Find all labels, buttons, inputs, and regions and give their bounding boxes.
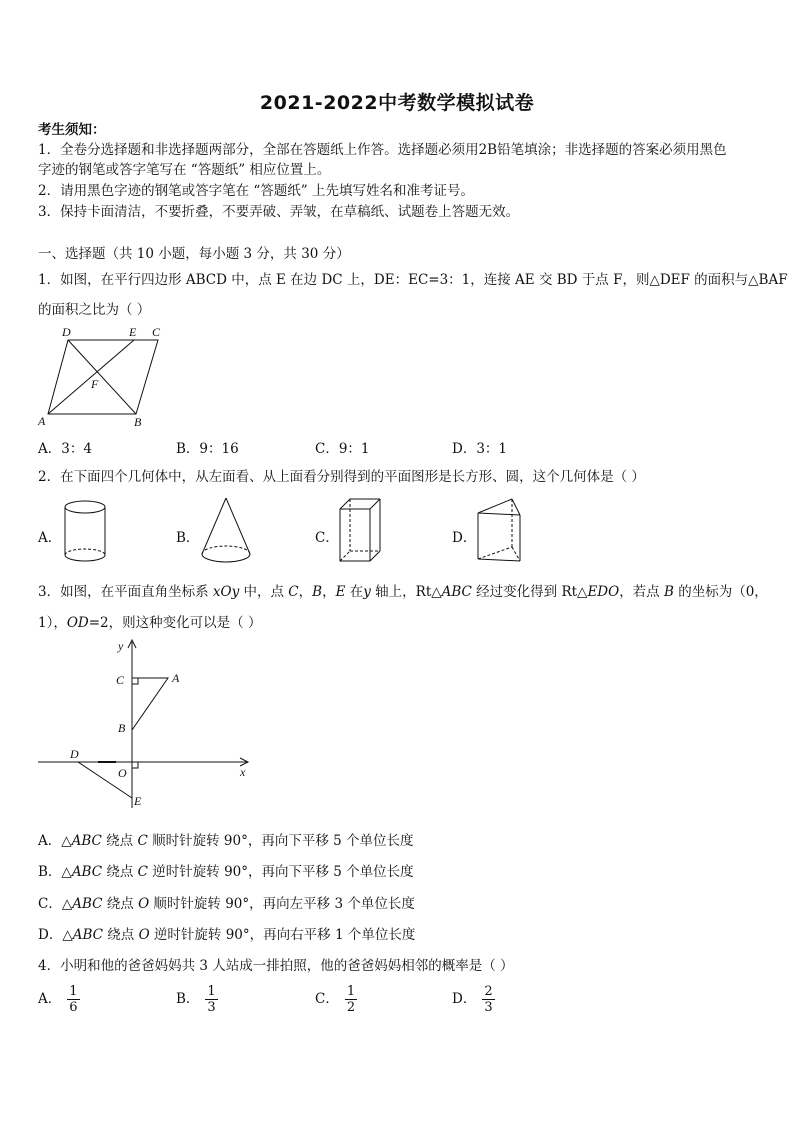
fraction: $\frac{1}{3}$ <box>207 984 216 1015</box>
q1-parallelogram-figure <box>36 322 166 432</box>
label-a: A <box>38 414 46 428</box>
page-title: 2021-2022中考数学模拟试卷 <box>259 92 535 114</box>
triangle-abc <box>132 678 168 730</box>
axis-label-y: y <box>118 639 124 653</box>
cone-icon[interactable] <box>196 494 256 570</box>
label-c: C <box>116 673 125 687</box>
question-2-line-1: 2．在下面四个几何体中，从左面看、从上面看分别得到的平面图形是长方形、圆，这个几何体是（ ） <box>38 469 645 485</box>
axis-label-x: x <box>240 765 246 779</box>
right-angle-o <box>132 762 138 768</box>
q3-coordinate-figure <box>36 632 256 812</box>
label-a: A <box>172 671 180 685</box>
cylinder-icon[interactable] <box>60 497 110 569</box>
q2-option-b-label[interactable]: B． <box>176 530 200 546</box>
q4-option-d[interactable]: D． $\frac{2}{3}$ <box>452 984 493 1015</box>
fraction: $\frac{1}{6}$ <box>69 984 78 1015</box>
section-heading: 一、选择题（共 10 小题，每小题 3 分，共 30 分） <box>38 246 350 262</box>
q4-option-b[interactable]: B． $\frac{1}{3}$ <box>176 984 216 1015</box>
q1-option-b[interactable]: B．9：16 <box>176 441 239 457</box>
notice-item-2: 2．请用黑色字迹的钢笔或答字笔在 “答题纸” 上先填写姓名和准考证号。 <box>38 183 474 199</box>
label-e: E <box>134 794 142 808</box>
question-1-line-1: 1．如图，在平行四边形 ABCD 中，点 E 在边 DC 上，DE：EC=3：1，连接 AE 交 BD 于点 F，则△DEF 的面积与△BAF <box>38 272 788 288</box>
label-e: E <box>129 325 137 339</box>
q4-option-c[interactable]: C． $\frac{1}{2}$ <box>315 984 356 1015</box>
label-f: F <box>91 377 99 391</box>
notice-item-1-line-2: 字迹的钢笔或答字笔写在 “答题纸” 相应位置上。 <box>38 162 331 178</box>
triangular-prism-icon[interactable] <box>474 495 526 567</box>
rectangular-prism-icon[interactable] <box>336 495 386 567</box>
q1-option-d[interactable]: D．3：1 <box>452 441 508 457</box>
question-3-line-1: 3．如图，在平面直角坐标系 xOy 中，点 C，B，E 在y 轴上，Rt△ABC 经过变化得到 Rt△EDO，若点 B 的坐标为（0， <box>38 584 768 600</box>
q2-option-d-label[interactable]: D． <box>452 530 477 546</box>
label-o: O <box>118 766 127 780</box>
label-b: B <box>134 415 142 429</box>
q1-option-a[interactable]: A．3：4 <box>38 441 92 457</box>
q2-option-a-label[interactable]: A． <box>38 530 62 546</box>
right-angle-c <box>132 678 138 684</box>
question-4-line-1: 4．小明和他的爸爸妈妈共 3 人站成一排拍照，他的爸爸妈妈相邻的概率是（ ） <box>38 958 514 974</box>
notice-item-3: 3．保持卡面清洁，不要折叠，不要弄破、弄皱，在草稿纸、试题卷上答题无效。 <box>38 204 520 220</box>
q3-option-d[interactable]: D．△ABC 绕点 O 逆时针旋转 90°，再向右平移 1 个单位长度 <box>38 927 416 943</box>
question-3-line-2: 1），OD=2，则这种变化可以是（ ） <box>38 615 262 631</box>
q3-option-c[interactable]: C．△ABC 绕点 O 顺时针旋转 90°，再向左平移 3 个单位长度 <box>38 896 415 912</box>
q2-option-c-label[interactable]: C． <box>315 530 339 546</box>
notice-item-1-line-1: 1．全卷分选择题和非选择题两部分，全部在答题纸上作答。选择题必须用2B铅笔填涂；非选择题的答案必须用黑色 <box>38 142 727 158</box>
q3-option-a[interactable]: A．△ABC 绕点 C 顺时针旋转 90°，再向下平移 5 个单位长度 <box>38 833 414 849</box>
q3-option-b[interactable]: B．△ABC 绕点 C 逆时针旋转 90°，再向下平移 5 个单位长度 <box>38 864 414 880</box>
label-c: C <box>152 325 161 339</box>
diagonal-bd <box>68 340 136 414</box>
q4-option-a[interactable]: A． $\frac{1}{6}$ <box>38 984 78 1015</box>
fraction: $\frac{2}{3}$ <box>484 984 493 1015</box>
q1-option-c[interactable]: C．9：1 <box>315 441 370 457</box>
question-1-line-2: 的面积之比为（ ） <box>38 302 151 318</box>
notice-heading: 考生须知： <box>38 122 106 138</box>
parallelogram-abcd <box>48 340 158 414</box>
label-d: D <box>62 325 71 339</box>
label-d: D <box>70 747 79 761</box>
fraction: $\frac{1}{2}$ <box>346 984 356 1015</box>
label-b: B <box>118 721 126 735</box>
